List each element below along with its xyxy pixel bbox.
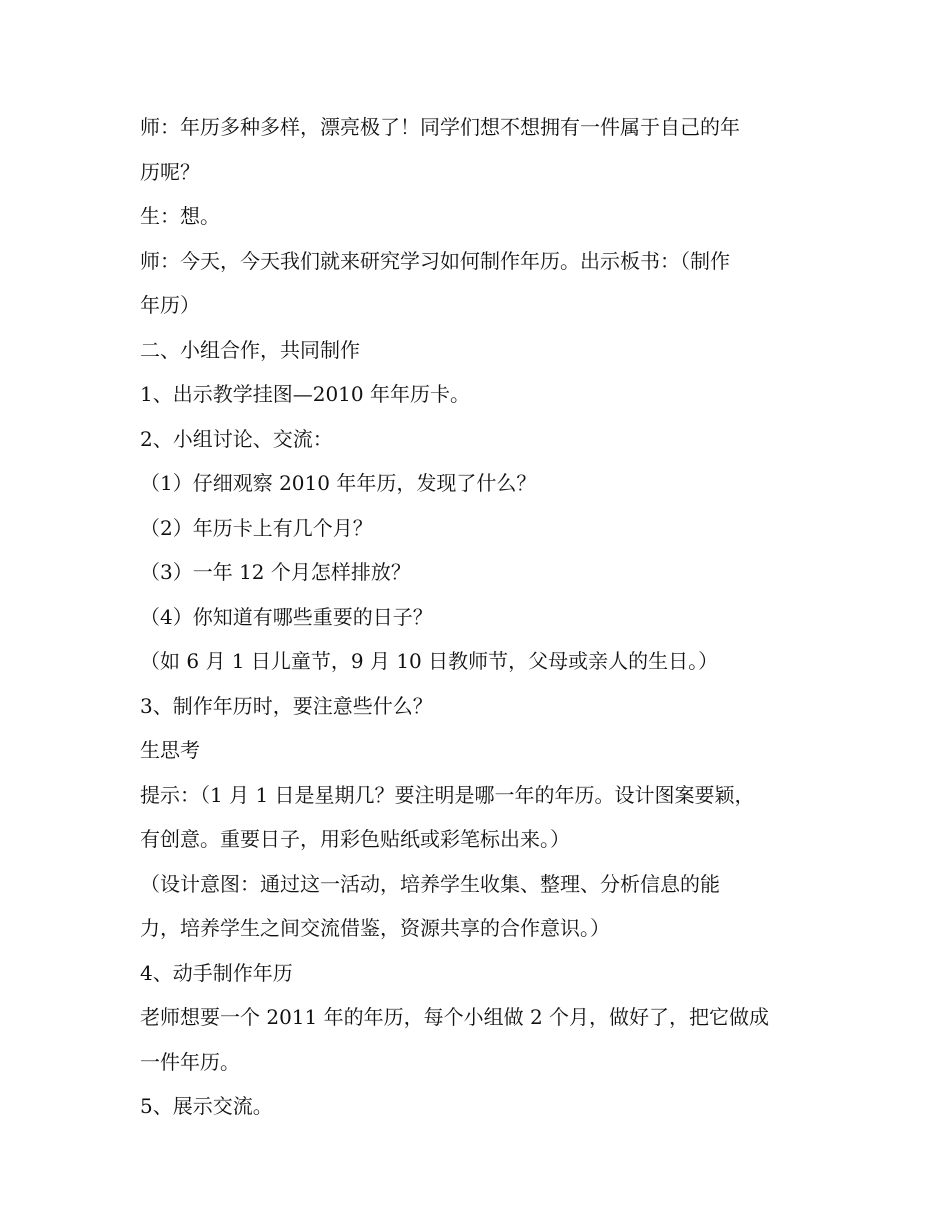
document-body: [140, 105, 820, 1129]
question-item: （1）仔细观察 2010 年年历，发现了什么？: [140, 471, 537, 495]
list-item: 3、制作年历时，要注意些什么？: [140, 693, 433, 718]
text-line: 有创意。重要日子，用彩色贴纸或彩笔标出来。）: [140, 827, 570, 851]
text-line: 年历）: [140, 293, 200, 317]
section-heading: 二、小组合作，共同制作: [140, 337, 360, 362]
text-line: 一件年历。: [140, 1049, 240, 1074]
text-line: 老师想要一个 2011 年的年历，每个小组做 2 个月，做好了，把它做成: [140, 1005, 770, 1029]
list-item: 4、动手制作年历: [140, 960, 293, 985]
text-line: 师：年历多种多样，漂亮极了！同学们想不想拥有一件属于自己的年: [140, 115, 740, 139]
text-line: （设计意图：通过这一活动，培养学生收集、整理、分析信息的能: [140, 871, 720, 896]
text-line: 提示：（1 月 1 日是星期几？要注明是哪一年的年历。设计图案要颖，: [140, 782, 755, 807]
list-item: 2、小组讨论、交流：: [140, 426, 333, 451]
question-item: （3）一年 12 个月怎样排放？: [140, 560, 411, 584]
text-line: 历呢？: [140, 159, 200, 184]
text-line: 生思考: [140, 738, 200, 762]
text-line: （如 6 月 1 日儿童节，9 月 10 日教师节，父母或亲人的生日。）: [140, 649, 719, 673]
text-line: 生：想。: [140, 204, 220, 228]
question-item: （4）你知道有哪些重要的日子？: [140, 604, 433, 629]
text-line: 师：今天，今天我们就来研究学习如何制作年历。出示板书：（制作: [140, 248, 730, 273]
question-item: （2）年历卡上有几个月？: [140, 515, 373, 540]
text-line: 力，培养学生之间交流借鉴，资源共享的合作意识。）: [140, 916, 610, 940]
list-item: 1、出示教学挂图—2010 年年历卡。: [140, 382, 470, 406]
list-item: 5、展示交流。: [140, 1094, 273, 1118]
